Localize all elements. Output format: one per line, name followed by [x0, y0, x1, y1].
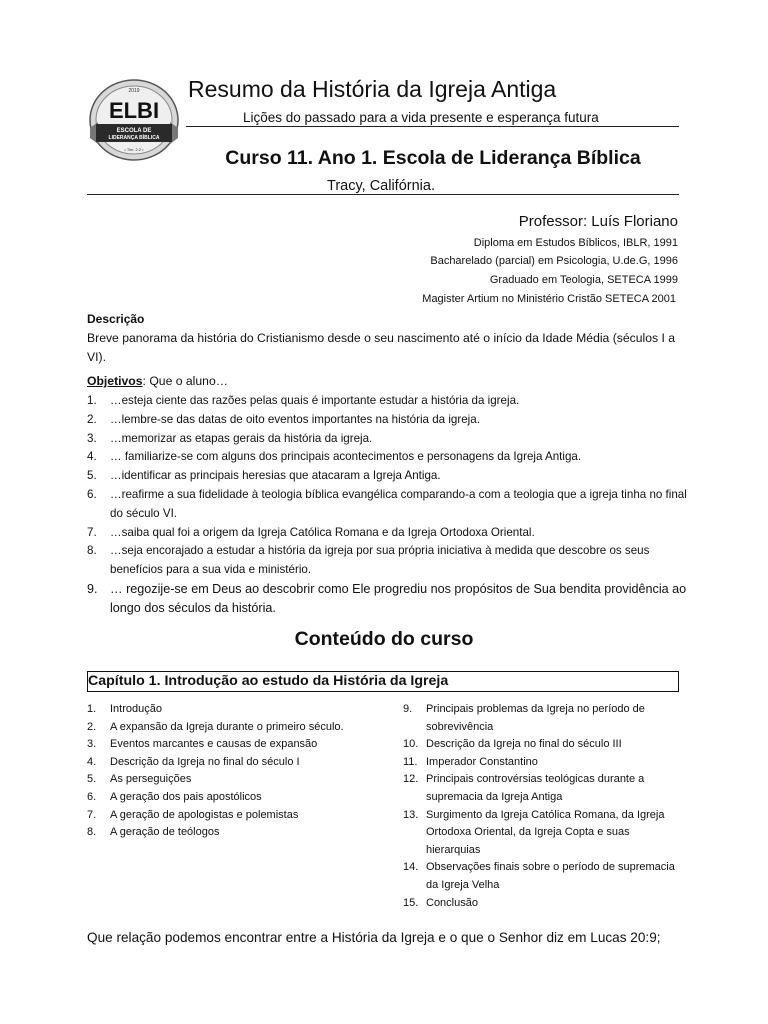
list-item: 7. …saiba qual foi a origem da Igreja Católica Romana e da Igreja Ortodoxa Oriental. [87, 525, 535, 539]
credential-line: Magister Artium no Ministério Cristão SETECA 2001 [422, 293, 676, 305]
professor-name: Professor: Luís Floriano [518, 213, 678, 230]
list-item: 13. Surgimento da Igreja Católica Romana, da Igreja Ortodoxa Oriental, da Igreja Copta e suas hierarquias [403, 808, 665, 856]
credential-line: Diploma em Estudos Bíblicos, IBLR, 1991 [473, 237, 678, 249]
list-item: 8. …seja encorajado a estudar a história da igreja por sua própria iniciativa à medida que descobre os seus benefícios para a sua vida e ministério. [87, 544, 650, 577]
course-location: Tracy, Califórnia. [327, 178, 435, 194]
list-item: 10. Descrição da Igreja no final do século III [403, 738, 622, 751]
description-text: Breve panorama da história do Cristianismo desde o seu nascimento até o início da Idade Média (séculos I a VI). [87, 331, 676, 364]
chapter-topics-left [87, 701, 387, 842]
logo-line1: ESCOLA DE [116, 128, 152, 134]
course-title [0, 147, 768, 170]
list-item: 7. A geração de apologistas e polemistas [87, 808, 299, 821]
description-label: Descrição [87, 312, 145, 326]
list-item: 4. … familiarize-se com alguns dos principais acontecimentos e personagens da Igreja Antiga. [87, 450, 582, 464]
list-item: 5. As perseguições [87, 773, 192, 786]
chapter-heading: Capítulo 1. Introdução ao estudo da História da Igreja [88, 673, 449, 689]
list-item: 3. Eventos marcantes e causas de expansão [87, 738, 318, 751]
list-item: 4. Descrição da Igreja no final do século I [87, 755, 300, 768]
list-item: 6. …reafirme a sua fidelidade à teologia bíblica evangélica comparando-a com a teologia que a igreja tinha no final do século VI. [87, 487, 687, 520]
document-subtitle: Lições do passado para a vida presente e esperança futura [243, 110, 599, 125]
list-item: 2. …lembre-se das datas de oito eventos importantes na história da igreja. [87, 412, 480, 426]
objectives-label: Objetivos [87, 374, 143, 388]
list-item: 12. Principais controvérsias teológicas durante a supremacia da Igreja Antiga [403, 773, 645, 803]
list-item: 5. …identificar as principais heresias que atacaram a Igreja Antiga. [87, 469, 441, 483]
list-item: 2. A expansão da Igreja durante o primeiro século. [87, 720, 344, 733]
credential-line: Graduado em Teologia, SETECA 1999 [489, 274, 678, 286]
list-item: 9. Principais problemas da Igreja no período de sobrevivência [403, 703, 645, 733]
credential-line: Bacharelado (parcial) em Psicologia, U.de.G, 1996 [430, 255, 678, 267]
logo-name: ELBI [108, 98, 160, 123]
list-item: 11. Imperador Constantino [403, 755, 538, 768]
logo-footer: • Tim. 2:2 • [124, 147, 144, 152]
chapter-topics-right [403, 701, 683, 912]
list-item: 9. … regozije-se em Deus ao descobrir como Ele progrediu nos propósitos de Sua bendita providência ao longo dos séculos da história. [87, 581, 687, 615]
list-item: 15. Conclusão [403, 896, 478, 909]
list-item: 8. A geração de teólogos [87, 826, 220, 839]
list-item: 1. Introdução [87, 703, 162, 715]
chapter-heading-box [87, 671, 679, 692]
objectives-intro: : Que o aluno… [142, 374, 228, 388]
objectives-heading [87, 374, 228, 388]
list-item: 14. Observações finais sobre o período de supremacia da Igreja Velha [403, 861, 675, 891]
closing-question: Que relação podemos encontrar entre a História da Igreja e o que o Senhor diz em Lucas 20:9; [87, 930, 661, 945]
logo-year: 2019 [128, 88, 140, 94]
list-item: 3. …memorizar as etapas gerais da história da igreja. [87, 431, 373, 445]
course-title-text: Curso 11. Ano 1. Escola de Liderança Bíblica [225, 147, 641, 169]
objectives-list [87, 392, 687, 618]
logo-line2: LIDERANÇA BÍBLICA [108, 135, 160, 141]
document-title: Resumo da História da Igreja Antiga [188, 76, 557, 102]
list-item: 6. A geração dos pais apostólicos [87, 790, 262, 803]
content-title: Conteúdo do curso [294, 628, 474, 650]
header-divider [186, 126, 679, 127]
list-item: 1. …esteja ciente das razões pelas quais é importante estudar a história da igreja. [87, 394, 520, 407]
course-divider [87, 194, 679, 195]
